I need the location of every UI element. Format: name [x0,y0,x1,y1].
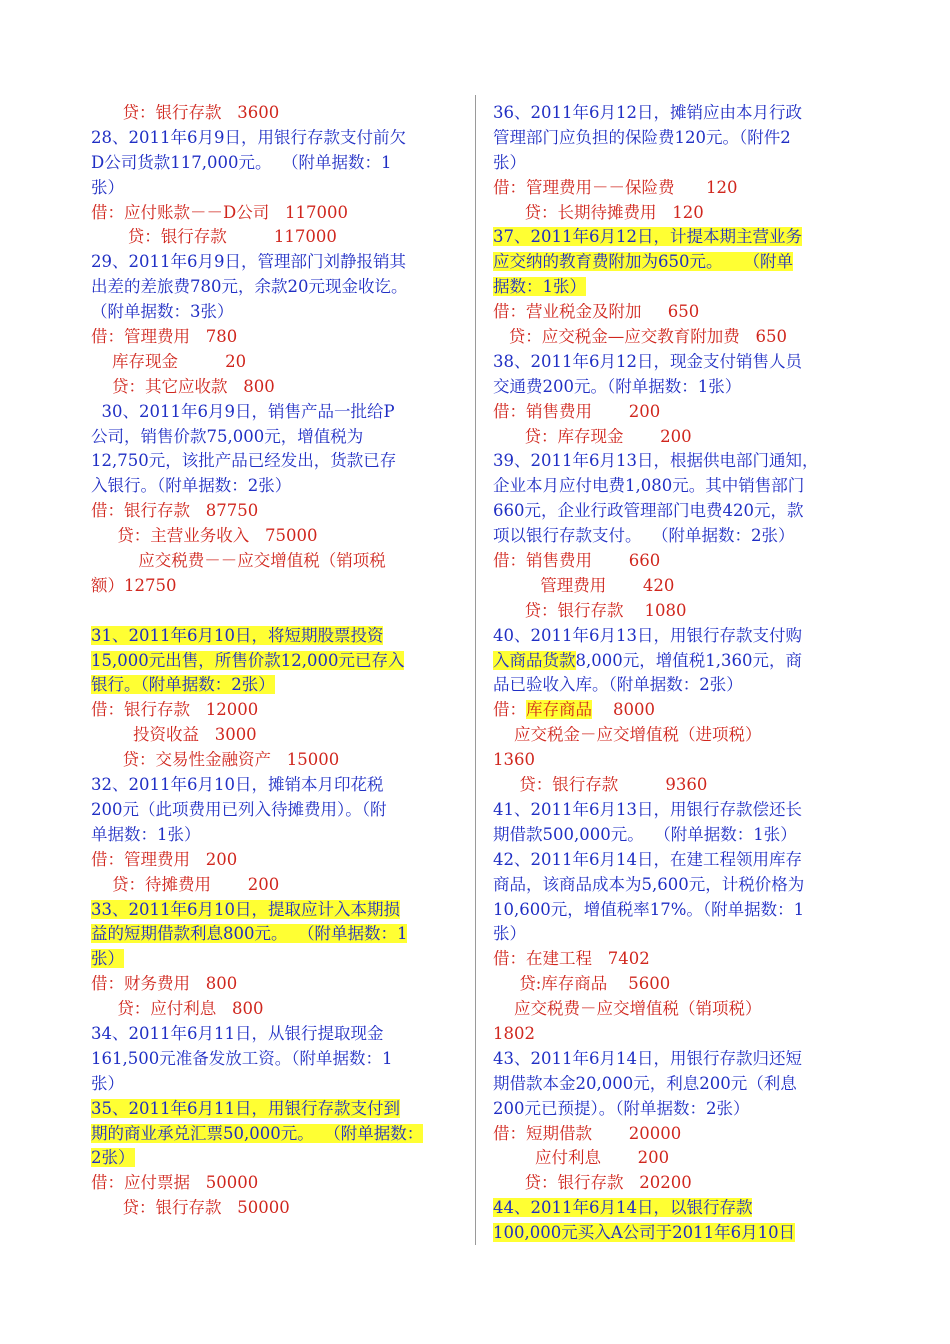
highlighted-text: 33、2011年6月10日，提取应计入本期损 [91,899,400,919]
text-line [91,275,457,300]
text-line [91,698,457,723]
text-line [91,873,457,898]
text-line [91,524,457,549]
text-line [91,449,457,474]
text-line [493,1097,863,1122]
line-text: （附单据数：3张） [91,302,234,322]
line-text: 借：应付账款－－D公司 117000 [91,202,348,222]
text-line [91,1196,457,1221]
text-line [493,1146,863,1171]
line-text: 库存现金 20 [91,351,247,371]
line-text: 贷：其它应收款 800 [91,376,275,396]
text-line [493,947,863,972]
text-line [91,1022,457,1047]
text-line [493,1072,863,1097]
line-text: 管理费用 420 [493,575,675,595]
line-text: 贷：银行存款 117000 [91,227,337,247]
column-divider [475,95,476,1245]
text-line [493,549,863,574]
text-line [91,723,457,748]
line-text: 借：银行存款 12000 [91,700,259,720]
line-text: 43、2011年6月14日，用银行存款归还短 [493,1048,802,1068]
text-line [493,300,863,325]
line-text: 借：在建工程 7402 [493,949,650,969]
text-line [91,898,457,923]
text-line [91,972,457,997]
text-line [493,499,863,524]
text-line [91,798,457,823]
text-line [91,499,457,524]
text-line [493,599,863,624]
text-line [493,400,863,425]
text-line [91,549,457,574]
line-text: D公司货款117,000元。 （附单据数：1 [91,152,392,172]
text-line [493,275,863,300]
line-text: 企业本月应付电费1,080元。其中销售部门 [493,476,805,496]
line-text: 应交税费－应交增值税（销项税） [493,999,762,1019]
line-text: 贷：应交税金—应交教育附加费 650 [493,327,787,347]
text-line [91,375,457,400]
text-line [91,474,457,499]
text-line [91,201,457,226]
line-text: 161,500元准备发放工资。（附单据数：1 [91,1048,393,1068]
text-line [493,898,863,923]
line-text: 贷：待摊费用 200 [91,874,280,894]
line-text: 39、2011年6月13日，根据供电部门通知， [493,451,819,471]
text-line [91,300,457,325]
line-text: 贷：长期待摊费用 120 [493,202,704,222]
text-line [91,1146,457,1171]
text-line [493,250,863,275]
highlighted-text: 益的短期借款利息800元。 （附单据数：1 [91,924,408,944]
line-text: 29、2011年6月9日，管理部门刘静报销其 [91,252,406,272]
line-text: 30、2011年6月9日，销售产品一批给P [91,401,395,421]
text-line [493,698,863,723]
text-line [493,1022,863,1047]
line-text: 出差的差旅费780元，余款20元现金收讫。 [91,277,408,297]
text-line [493,101,863,126]
line-text: 8,000元，增值税1,360元，商 [575,650,802,670]
text-line [493,449,863,474]
text-line [493,425,863,450]
highlighted-text: 37、2011年6月12日，计提本期主营业务 [493,227,802,247]
text-line [493,524,863,549]
text-line [493,151,863,176]
text-line [493,997,863,1022]
line-text: 品已验收入库。（附单据数：2张） [493,675,743,695]
line-text: 38、2011年6月12日，现金支付销售人员 [493,351,802,371]
text-line [91,1072,457,1097]
text-line [493,624,863,649]
highlighted-text: 35、2011年6月11日，用银行存款支付到 [91,1098,400,1118]
line-text: 应付利息 200 [493,1148,670,1168]
text-line [91,350,457,375]
line-text: 200元（此项费用已列入待摊费用）。（附 [91,799,387,819]
text-line [493,1122,863,1147]
line-text: 应交税费－－应交增值税（销项税 [91,551,386,571]
text-line [493,1171,863,1196]
text-line [91,126,457,151]
text-line [493,673,863,698]
line-text: 公司，销售价款75,000元，增值税为 [91,426,364,446]
text-line [91,101,457,126]
line-text: 额）12750 [91,575,177,595]
line-text: 12,750元，该批产品已经发出，货款已存 [91,451,397,471]
line-text: 42、2011年6月14日，在建工程领用库存 [493,849,802,869]
line-text: 41、2011年6月13日，用银行存款偿还长 [493,799,802,819]
text-line [493,201,863,226]
line-text: 贷：库存现金 200 [493,426,692,446]
highlighted-text: 据数：1张） [493,277,586,297]
left-column [91,101,457,1221]
text-line [91,599,457,624]
line-text: 借：销售费用 200 [493,401,661,421]
line-text: 张） [91,177,124,197]
line-text: 1802 [493,1023,535,1043]
line-text: 贷：交易性金融资产 15000 [91,750,340,770]
highlighted-text: 库存商品 [526,700,592,720]
text-line [493,126,863,151]
text-line [91,225,457,250]
line-text: 入银行。（附单据数：2张） [91,476,292,496]
text-line [91,325,457,350]
line-text: 28、2011年6月9日，用银行存款支付前欠 [91,127,406,147]
text-line [91,400,457,425]
highlighted-text: 15,000元出售，所售价款12,000元已存入 [91,650,405,670]
text-line [493,1047,863,1072]
highlighted-text: 入商品货款 [493,650,576,670]
highlighted-text: 张） [91,949,124,969]
text-line [493,922,863,947]
line-text: 借：短期借款 20000 [493,1123,682,1143]
text-line [493,773,863,798]
line-text: 36、2011年6月12日，摊销应由本月行政 [493,103,802,122]
line-prefix: 借： [493,700,526,720]
text-line [91,997,457,1022]
text-line [91,1122,457,1147]
line-text: 40、2011年6月13日，用银行存款支付购 [493,625,802,645]
line-text: 贷：银行存款 1080 [493,600,687,620]
text-line [493,873,863,898]
line-text: 借：管理费用－－保险费 120 [493,177,738,197]
line-text: 应交税金－应交增值税（进项税） [493,725,762,745]
line-text: 贷：应付利息 800 [91,999,264,1019]
text-line [493,574,863,599]
line-text: 660元，企业行政管理部门电费420元，款 [493,501,804,521]
text-line [493,848,863,873]
line-text: 借：管理费用 780 [91,327,238,347]
line-text: 8000 [592,700,655,720]
text-line [91,574,457,599]
text-line [91,922,457,947]
text-line [493,748,863,773]
text-line [493,1196,863,1221]
line-text: 商品，该商品成本为5,600元，计税价格为 [493,874,805,894]
line-text: 34、2011年6月11日，从银行提取现金 [91,1023,384,1043]
text-line [493,176,863,201]
line-text: 贷：银行存款 3600 [91,103,280,122]
right-column [493,101,863,1246]
text-line [91,673,457,698]
line-text: 1360 [493,750,535,770]
highlighted-text: 31、2011年6月10日，将短期股票投资 [91,625,384,645]
highlighted-text: 应交纳的教育费附加为650元。 （附单 [493,252,793,272]
line-text: 贷：银行存款 20200 [493,1173,692,1193]
text-line [91,176,457,201]
text-line [493,798,863,823]
text-line [91,773,457,798]
text-line [493,225,863,250]
text-line [91,250,457,275]
line-text: 贷:库存商品 5600 [493,974,671,994]
highlighted-text: 期的商业承兑汇票50,000元。 （附单据数： [91,1123,424,1143]
line-text: 贷：银行存款 50000 [91,1198,290,1218]
text-line [91,649,457,674]
text-line [91,947,457,972]
text-line [493,649,863,674]
highlighted-text: 44、2011年6月14日，以银行存款 [493,1198,753,1218]
text-line [91,425,457,450]
text-line [91,151,457,176]
line-text: 借：营业税金及附加 650 [493,302,700,322]
text-line [91,848,457,873]
highlighted-text: 2张） [91,1148,135,1168]
highlighted-text: 银行。（附单据数：2张） [91,675,275,695]
line-text: 张） [493,152,526,172]
line-text: 借：管理费用 200 [91,849,238,869]
text-line [91,1097,457,1122]
text-line [493,325,863,350]
line-text: 借：应付票据 50000 [91,1173,259,1193]
highlighted-text: 100,000元买入A公司于2011年6月10日 [493,1223,796,1243]
line-text: 借：财务费用 800 [91,974,238,994]
text-line [493,350,863,375]
line-text: 期借款本金20,000元，利息200元（利息 [493,1073,797,1093]
line-text: 200元已预提）。（附单据数：2张） [493,1098,750,1118]
line-text: 贷：主营业务收入 75000 [91,526,318,546]
text-line [493,823,863,848]
line-text: 期借款500,000元。 （附单据数：1张） [493,824,797,844]
line-text: 管理部门应负担的保险费120元。（附件2 [493,127,791,147]
line-text: 单据数：1张） [91,824,201,844]
text-line [91,823,457,848]
line-text: 10,600元，增值税率17%。（附单据数：1 [493,899,805,919]
text-line [493,474,863,499]
line-text: 借：销售费用 660 [493,551,661,571]
line-text: 投资收益 3000 [91,725,257,745]
text-line [91,624,457,649]
text-line [91,748,457,773]
line-text: 借：银行存款 87750 [91,501,259,521]
line-text: 交通费200元。（附单据数：1张） [493,376,742,396]
text-line [493,1221,863,1246]
line-text: 贷：银行存款 9360 [493,775,708,795]
text-line [493,723,863,748]
text-line [91,1047,457,1072]
line-text: 张） [493,924,526,944]
text-line [493,972,863,997]
line-text: 32、2011年6月10日，摊销本月印花税 [91,775,384,795]
text-line [493,375,863,400]
text-line [91,1171,457,1196]
line-text: 张） [91,1073,124,1093]
line-text: 项以银行存款支付。 （附单据数：2张） [493,526,795,546]
